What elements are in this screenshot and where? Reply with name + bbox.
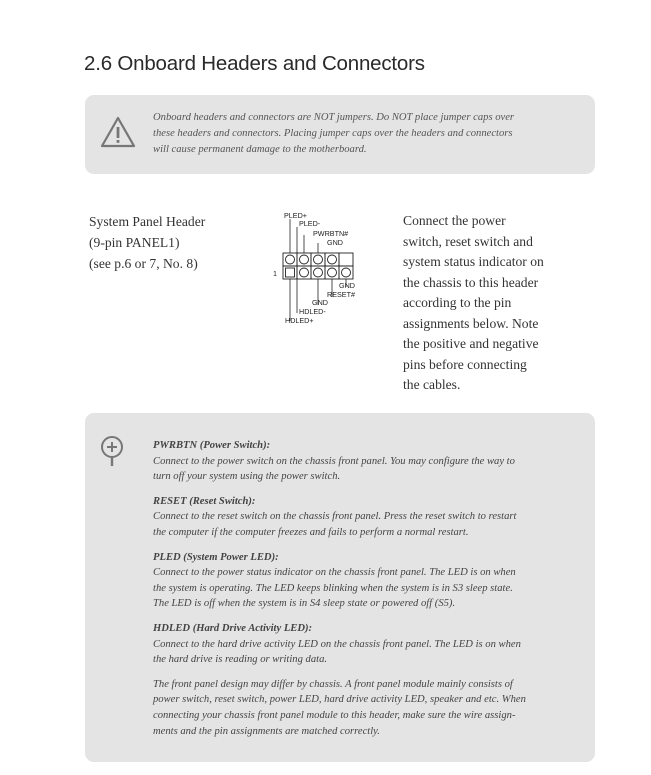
pin-label-reset: RESET# xyxy=(327,290,355,299)
description-line: system status indicator on xyxy=(403,254,544,269)
info-line: Connect to the power status indicator on the chassis front panel. The LED is on when xyxy=(153,567,516,579)
pin-label-pwrbtn: PWRBTN# xyxy=(313,229,349,238)
info-section-front-panel-note xyxy=(153,677,573,739)
info-box xyxy=(85,413,595,762)
info-line: Connect to the hard drive activity LED on the chassis front panel. The LED is on when xyxy=(153,638,521,650)
description-line: the cables. xyxy=(403,377,461,392)
system-panel-label xyxy=(89,211,205,274)
zoom-in-icon xyxy=(99,434,129,468)
description-line: according to the pin xyxy=(403,295,512,310)
warning-line: will cause permanent damage to the motherboard. xyxy=(153,144,367,155)
info-section-reset xyxy=(153,494,573,541)
info-line: Connect to the power switch on the chassis front panel. You may configure the way to xyxy=(153,455,515,467)
system-panel-label-line: System Panel Header xyxy=(89,214,206,229)
pin-label-pled-minus: PLED- xyxy=(299,219,321,228)
description-line: switch, reset switch and xyxy=(403,233,533,249)
info-section-pwrbtn xyxy=(153,438,573,485)
page-title: 2.6 Onboard Headers and Connectors xyxy=(84,52,425,75)
info-section-title: RESET (Reset Switch): xyxy=(153,495,256,507)
info-line: ments and the pin assignments are matched correctly. xyxy=(153,725,380,737)
warning-line: Onboard headers and connectors are NOT jumpers. Do NOT place jumper caps over xyxy=(153,112,515,123)
info-line: the hard drive is reading or writing data. xyxy=(153,654,328,666)
info-content xyxy=(153,438,573,748)
info-line: Connect to the reset switch on the chassis front panel. Press the reset switch to restart xyxy=(153,511,517,523)
warning-line: these headers and connectors. Placing jumper caps over the headers and connectors xyxy=(153,128,513,139)
description-line: Connect the power xyxy=(403,213,506,228)
system-panel-description xyxy=(403,211,563,396)
panel-header-diagram xyxy=(268,208,378,333)
info-section-hdled xyxy=(153,621,573,668)
description-line: assignments below. Note xyxy=(403,315,539,331)
description-line: pins before connecting xyxy=(403,356,527,372)
pin-label-pled-plus: PLED+ xyxy=(284,211,307,220)
info-line: turn off your system using the power switch. xyxy=(153,471,341,483)
pin-label-hdled-minus: HDLED- xyxy=(299,307,326,316)
warning-icon xyxy=(100,116,136,148)
pin-label-gnd-right: GND xyxy=(339,281,355,290)
pin-label-hdled-plus: HDLED+ xyxy=(285,316,314,325)
system-panel-label-line: (see p.6 or 7, No. 8) xyxy=(89,256,198,271)
description-line: the chassis to this header xyxy=(403,274,539,290)
info-line: the system is operating. The LED keeps blinking when the system is in S3 sleep state. xyxy=(153,582,513,594)
info-line: connecting your chassis front panel module to this header, make sure the wire assign- xyxy=(153,709,516,721)
system-panel-label-line: (9-pin PANEL1) xyxy=(89,235,180,250)
description-line: the positive and negative xyxy=(403,336,539,351)
pin-label-gnd-top: GND xyxy=(327,238,343,247)
info-line: power switch, reset switch, power LED, hard drive activity LED, speaker and etc. When xyxy=(153,694,526,706)
warning-text xyxy=(153,110,573,158)
info-section-title: PWRBTN (Power Switch): xyxy=(153,440,271,451)
info-section-title: HDLED (Hard Drive Activity LED): xyxy=(153,622,313,634)
info-section-title: PLED (System Power LED): xyxy=(153,551,279,563)
warning-box xyxy=(85,95,595,174)
pin-label-one: 1 xyxy=(273,269,277,278)
info-section-pled xyxy=(153,550,573,612)
info-line: the computer if the computer freezes and fails to perform a normal restart. xyxy=(153,526,469,538)
info-line: The front panel design may differ by chassis. A front panel module mainly consists of xyxy=(153,678,513,690)
pin-label-gnd-bottom: GND xyxy=(312,298,328,307)
info-line: The LED is off when the system is in S4 sleep state or powered off (S5). xyxy=(153,598,456,610)
